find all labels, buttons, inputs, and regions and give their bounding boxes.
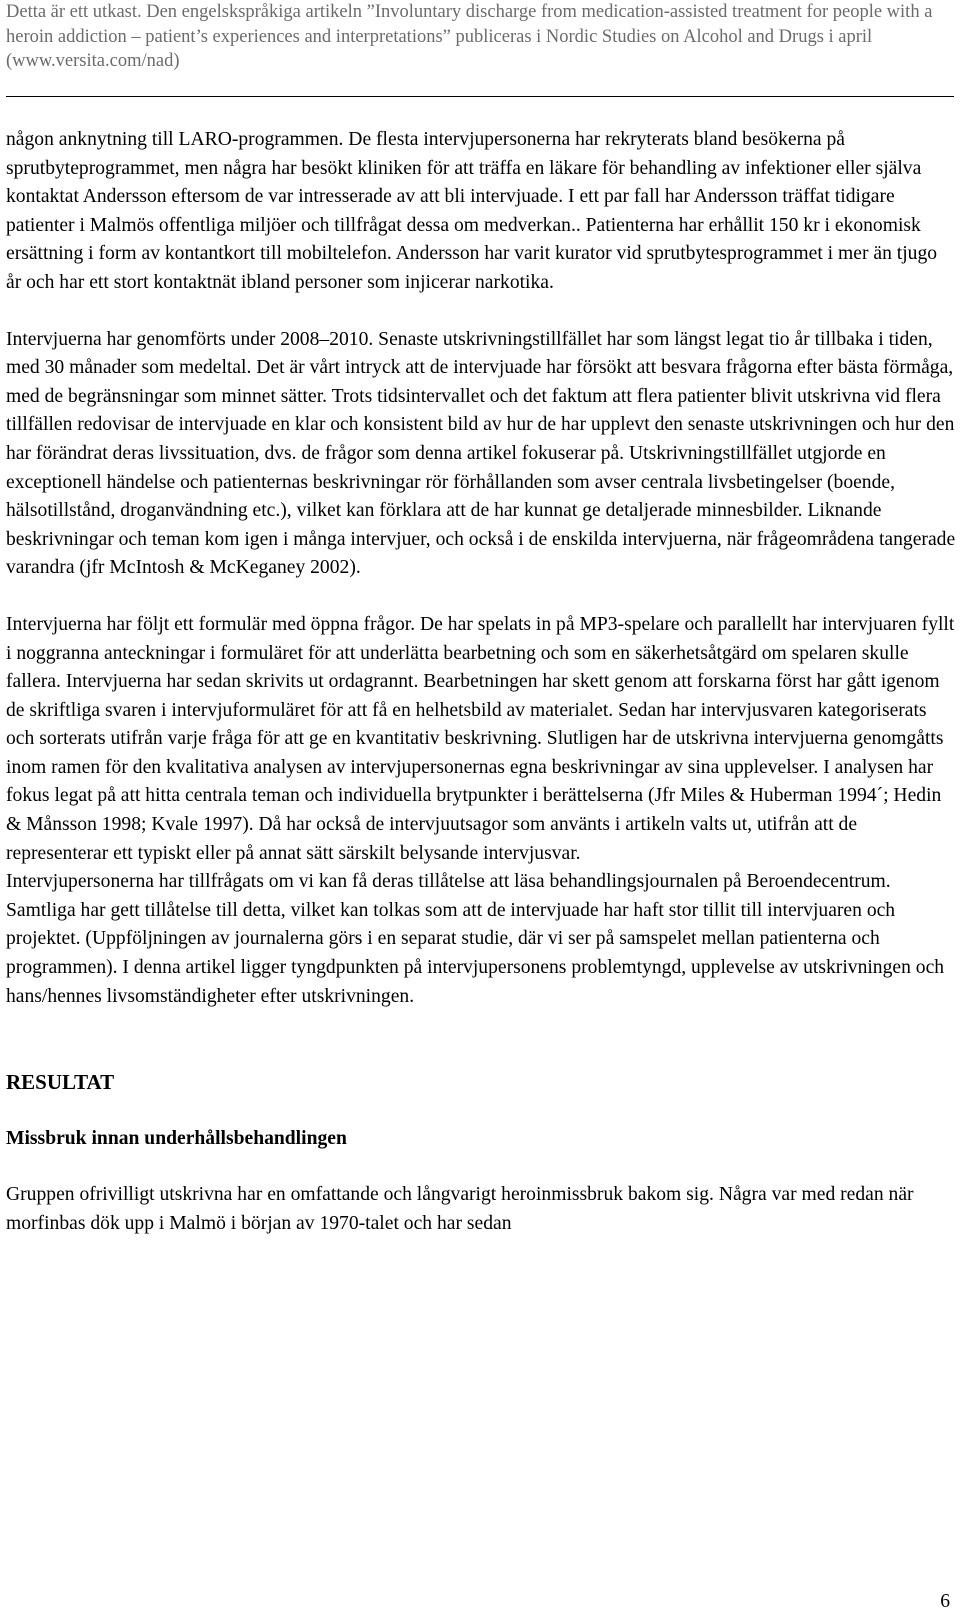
paragraph-recruitment: någon anknytning till LARO-programmen. De flesta intervjupersonerna har rekryterats bland besökerna på sprutbyteprogrammet, men några har besökt kliniken för att träffa en läkare för behandling av infektioner eller själva kontaktat Andersson eftersom de var intresserade av att bli intervjuade. I ett par fall har Andersson träffat tidigare patienter i Malmös offentliga miljöer och tillfrågat dessa om medverkan.. Patienterna har erhållit 150 kr i ekonomisk ersättning i form av kontantkort till mobiltelefon. Andersson har varit kurator vid sprutbytesprogrammet i mer än tjugo år och har ett stort kontaktnät ibland personer som injicerar narkotika. [6, 129, 938, 293]
subsection-heading: Missbruk innan underhållsbehandlingen [6, 1127, 347, 1149]
page-number: 6 [940, 1591, 950, 1612]
header-text: Detta är ett utkast. Den engelskspråkiga artikeln ”Involuntary discharge from medication-assisted treatment for people with a heroin addiction – patient’s experiences and interpretations” publiceras i Nordic Studies on Alcohol and Drugs i april ( [6, 2, 933, 71]
paragraph-interview-period: Intervjuerna har genomförts under 2008–2010. Senaste utskrivningstillfället har som längst legat tio år tillbaka i tiden, med 30 månader som medeltal. Det är vårt intryck att de intervjuade har försökt att besvara frågorna efter bästa förmåga, med de begränsningar som minnet sätter. Trots tidsintervallet och det faktum att flera patienter blivit utskrivna vid flera tillfällen redovisar de intervjuade en klar och konsistent bild av hur de har upplevt den senaste utskrivningen och hur den har förändrat deras livssituation, dvs. de frågor som denna artikel fokuserar på. Utskrivningstillfället utgjorde en exceptionell händelse och patienternas beskrivningar rör förhållanden som avser centrala livsbetingelser (boende, hälsotillstånd, droganvändning etc.), vilket kan förklara att de har kunnat ge detaljerade minnesbilder. Liknande beskrivningar och teman kom igen i många intervjuer, och också i de enskilda intervjuerna, när frågeområdena tangerade varandra (jfr McIntosh & McKeganey 2002). [6, 328, 956, 579]
section-heading: RESULTAT [6, 1070, 115, 1095]
document-header-note [6, 0, 954, 74]
journal-link[interactable]: www.versita.com/nad [12, 51, 174, 71]
document-body [6, 126, 956, 1239]
paragraph-method: Intervjuerna har följt ett formulär med öppna frågor. De har spelats in på MP3-spelare och parallellt har intervjuaren fyllt i noggranna anteckningar i formuläret för att underlätta bearbetning och som en säkerhetsåtgärd om spelaren skulle fallera. Intervjuerna har sedan skrivits ut ordagrannt. Bearbetningen har skett genom att forskarna först har gått igenom de skriftliga svaren i intervjuformuläret för att få en helhetsbild av materialet. Sedan har intervjusvaren kategoriserats och sorterats utifrån varje fråga för att ge en kvantitativ beskrivning. Slutligen har de utskrivna intervjuerna genomgåtts inom ramen för den kvalitativa analysen av intervjupersonernas egna beskrivningar av sina upplevelser. I analysen har fokus legat på att hitta centrala teman och individuella brytpunkter i berättelserna (Jfr Miles & Huberman 1994´; Hedin & Månsson 1998; Kvale 1997). Då har också de intervjuutsagor som använts i artikeln valts ut, utifrån att de representerar ett typiskt eller på annat sätt särskilt belysande intervjusvar. [6, 613, 955, 864]
header-rule [6, 96, 954, 97]
header-close: ) [173, 51, 180, 71]
paragraph-consent: Intervjupersonerna har tillfrågats om vi kan få deras tillåtelse att läsa behandlingsjournalen på Beroendecentrum. Samtliga har gett tillåtelse till detta, vilket kan tolkas som att de intervjuade har haft stor tillit till intervjuaren och projektet. (Uppföljningen av journalerna görs i en separat studie, där vi ser på samspelet mellan patienterna och programmen). I denna artikel ligger tyngdpunkten på intervjupersonens problemtyngd, upplevelse av utskrivningen och hans/hennes livsomständigheter efter utskrivningen. [6, 871, 945, 1007]
paragraph-results-start: Gruppen ofrivilligt utskrivna har en omfattande och långvarigt heroinmissbruk bakom sig. Några var med redan när morfinbas dök upp i Malmö i början av 1970-talet och har sedan [6, 1184, 914, 1234]
